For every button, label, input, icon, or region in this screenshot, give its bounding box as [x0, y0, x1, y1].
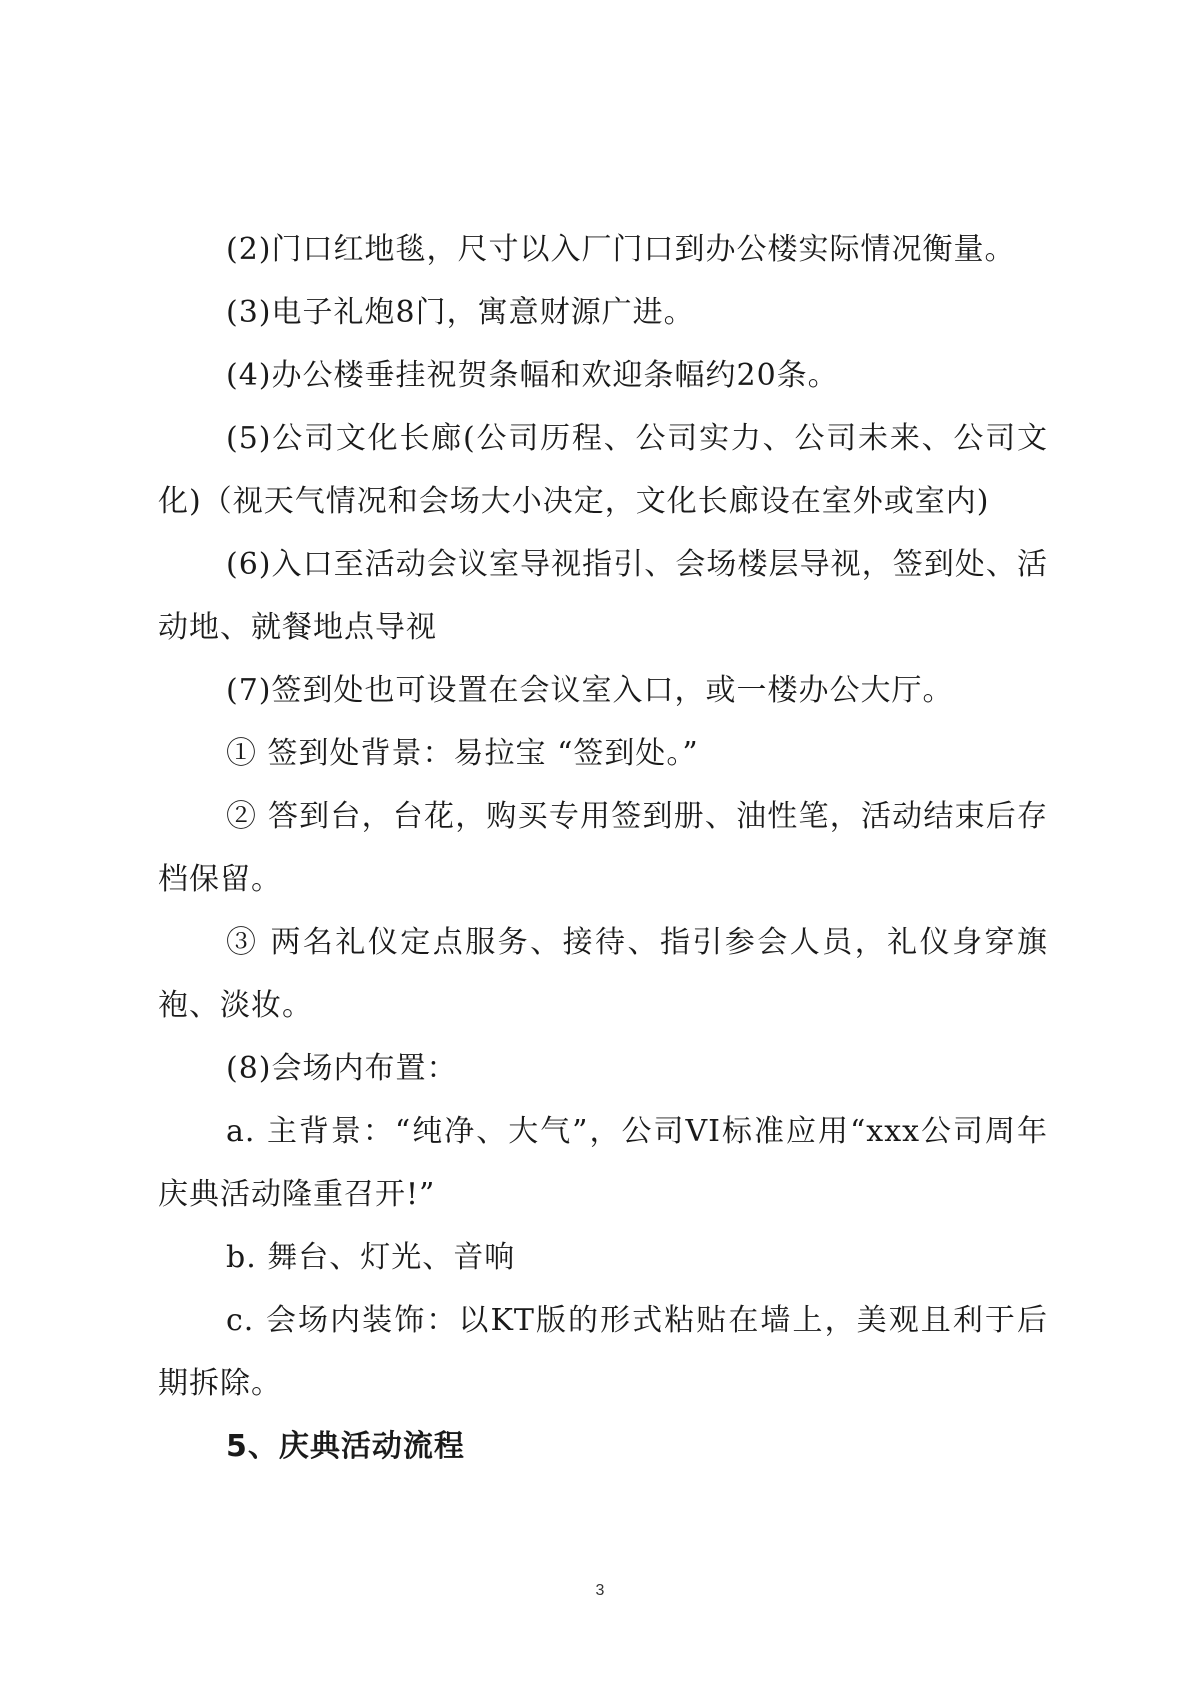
paragraph-signin-location: (7)签到处也可设置在会议室入口，或一楼办公大厅。	[226, 673, 954, 708]
paragraph-etiquette-staff: ③ 两名礼仪定点服务、接待、指引参会人员，礼仪身穿旗袍、淡妆。	[158, 925, 1048, 1023]
paragraph-signage: (6)入口至活动会议室导视指引、会场楼层导视，签到处、活动地、就餐地点导视	[158, 547, 1048, 645]
paragraph-culture-corridor: (5)公司文化长廊(公司历程、公司实力、公司未来、公司文化)（视天气情况和会场大小决定，文化长廊设在室外或室内)	[158, 421, 1048, 519]
paragraph-main-backdrop: a. 主背景：“纯净、大气”，公司VI标准应用“xxx公司周年庆典活动隆重召开!”	[158, 1114, 1048, 1212]
paragraph-electronic-salute: (3)电子礼炮8门，寓意财源广进。	[226, 295, 695, 330]
paragraph-red-carpet: (2)门口红地毯，尺寸以入厂门口到办公楼实际情况衡量。	[226, 232, 1016, 267]
page-number: 3	[595, 1582, 605, 1599]
paragraph-signin-desk: ② 答到台，台花，购买专用签到册、油性笔，活动结束后存档保留。	[158, 799, 1048, 897]
paragraph-banners: (4)办公楼垂挂祝贺条幅和欢迎条幅约20条。	[226, 358, 839, 393]
paragraph-stage: b. 舞台、灯光、音响	[226, 1240, 516, 1275]
paragraph-decoration: c. 会场内装饰：以KT版的形式粘贴在墙上，美观且利于后期拆除。	[158, 1303, 1048, 1401]
document-body	[158, 218, 1048, 1478]
paragraph-venue-layout: (8)会场内布置：	[226, 1051, 458, 1086]
paragraph-signin-background: ① 签到处背景：易拉宝 “签到处。”	[226, 736, 699, 771]
section-heading: 5、庆典活动流程	[226, 1429, 465, 1464]
